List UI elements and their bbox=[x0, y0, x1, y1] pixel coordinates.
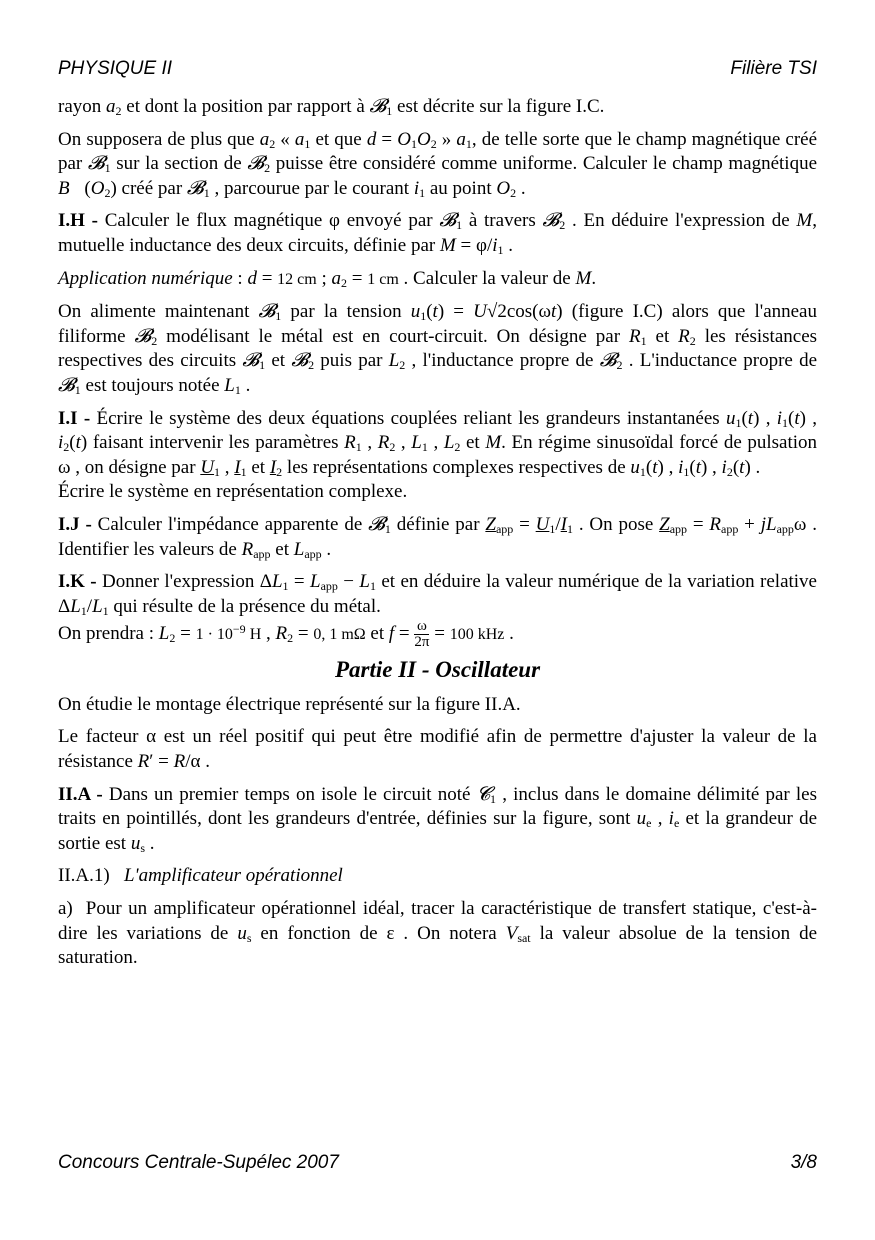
header-right: Filière TSI bbox=[730, 58, 817, 79]
appnum-label: Application numérique bbox=[58, 267, 233, 289]
paragraph: rayon $a_2$ et dont la position par rapport à 𝓑$_1$ est décrite sur la figure I.C. bbox=[58, 96, 605, 118]
paragraph: II.A - Dans un premier temps on isole le circuit noté 𝓒$_1$ , inclus dans le domaine délimité par les traits en pointillés, dont les grandeurs d'entrée, définies sur la figure, sont $u_e$ , $i_e$ et la grandeur de sortie est $u_s$ . bbox=[58, 783, 817, 855]
paragraph: a) Pour un amplificateur opérationnel idéal, tracer la caractéristique de transfert statique, c'est-à-dire les variations de $u_s$ en fonction de ε . On notera $V_{sat}$ la valeur absolue de la tension de saturation. bbox=[58, 898, 817, 969]
paragraph bbox=[58, 864, 817, 889]
paragraph: On étudie le montage électrique représenté sur la figure II.A. bbox=[58, 693, 521, 715]
paragraph: Application numérique : d = 12 cm ; $a_2 = 1$ cm . Calculer la valeur de M. bbox=[58, 267, 597, 290]
subsection-number: II.A.1) bbox=[58, 865, 110, 887]
question-label: II.A - bbox=[58, 783, 103, 805]
footer-left: Concours Centrale-Supélec 2007 bbox=[58, 1152, 339, 1173]
question-label: I.J - bbox=[58, 513, 92, 535]
question-label: I.K - bbox=[58, 571, 97, 593]
header-left: PHYSIQUE II bbox=[58, 58, 173, 79]
paragraph: On alimente maintenant 𝓑$_1$ par la tension $u_1(t) = U√2\cos(\omega t)$ (figure I.C) alors que l'anneau filiforme 𝓑$_2$ modélisant le métal est en court-circuit. On désigne par $R_1$ et $R_2$ les résistances respectives des circuits 𝓑$_1$ et 𝓑$_2$ puis par $L_2$ , l'inductance propre de 𝓑$_2$ . L'inductance propre de 𝓑$_1$ est toujours notée $L_1$ . bbox=[58, 301, 818, 397]
subsection-title: L'amplificateur opérationnel bbox=[123, 865, 343, 887]
paragraph: Le facteur α est un réel positif qui peut être modifié afin de permettre d'ajuster la valeur de la résistance R′ = R/α . bbox=[58, 726, 817, 773]
question-label: I.H - bbox=[58, 210, 98, 232]
paragraph: On supposera de plus que $a_2$ « $a_1$ et que $d = O_1O_2$ » $a_1$, de telle sorte que le champ magnétique créé par 𝓑$_1$ sur la section de 𝓑$_2$ puisse être considéré comme uniforme. Calculer le champ magnétique $B⃗(O_2)$ créé par 𝓑$_1$ , parcourue par le courant $i_1$ au point $O_2$ . bbox=[58, 128, 818, 200]
paragraph: I.K - Donner l'expression $\Delta L_1 = L_{app} - L_1$ et en déduire la valeur numérique de la variation relative $\Delta L_1/L_1$ qui résulte de la présence du métal. On prendra : $L_2 = 1 \cdot 10^{-9}$ H , $R_2 = 0$, 1 mΩ et f = $\frac{\omega}{2\pi}$ = 100 kHz . bbox=[58, 571, 817, 651]
paragraph: I.I - Écrire le système des deux équations couplées reliant les grandeurs instantanées $u_1(t)$ , $i_1(t)$ , $i_2(t)$ faisant intervenir les paramètres $R_1$ , $R_2$ , $L_1$ , $L_2$ et M. En régime sinusoïdal forcé de pulsation ω , on désigne par $U_1$ , $I_1$ et $I_2$ les représentations complexes respectives de $u_1(t)$ , $i_1(t)$ , $i_2(t)$ . Écrire le système en représentation complexe. bbox=[58, 407, 818, 503]
section-title: Partie II - Oscillateur bbox=[334, 657, 541, 683]
paragraph: I.J - Calculer l'impédance apparente de 𝓑$_1$ définie par $Z_{app} = U_1/I_1$ . On pose $Z_{app} = R_{app} + jL_{app}\omega$ . Identifier les valeurs de $R_{app}$ et $L_{app}$ . bbox=[58, 513, 817, 561]
paragraph: I.H - Calculer le flux magnétique φ envoyé par 𝓑$_1$ à travers 𝓑$_2$ . En déduire l'expression de M, mutuelle inductance des deux circuits, définie par $M = \varphi/i_1$ . bbox=[58, 210, 817, 257]
footer-right: 3/8 bbox=[790, 1152, 817, 1173]
question-label: I.I - bbox=[58, 407, 91, 429]
page-body bbox=[58, 95, 817, 979]
